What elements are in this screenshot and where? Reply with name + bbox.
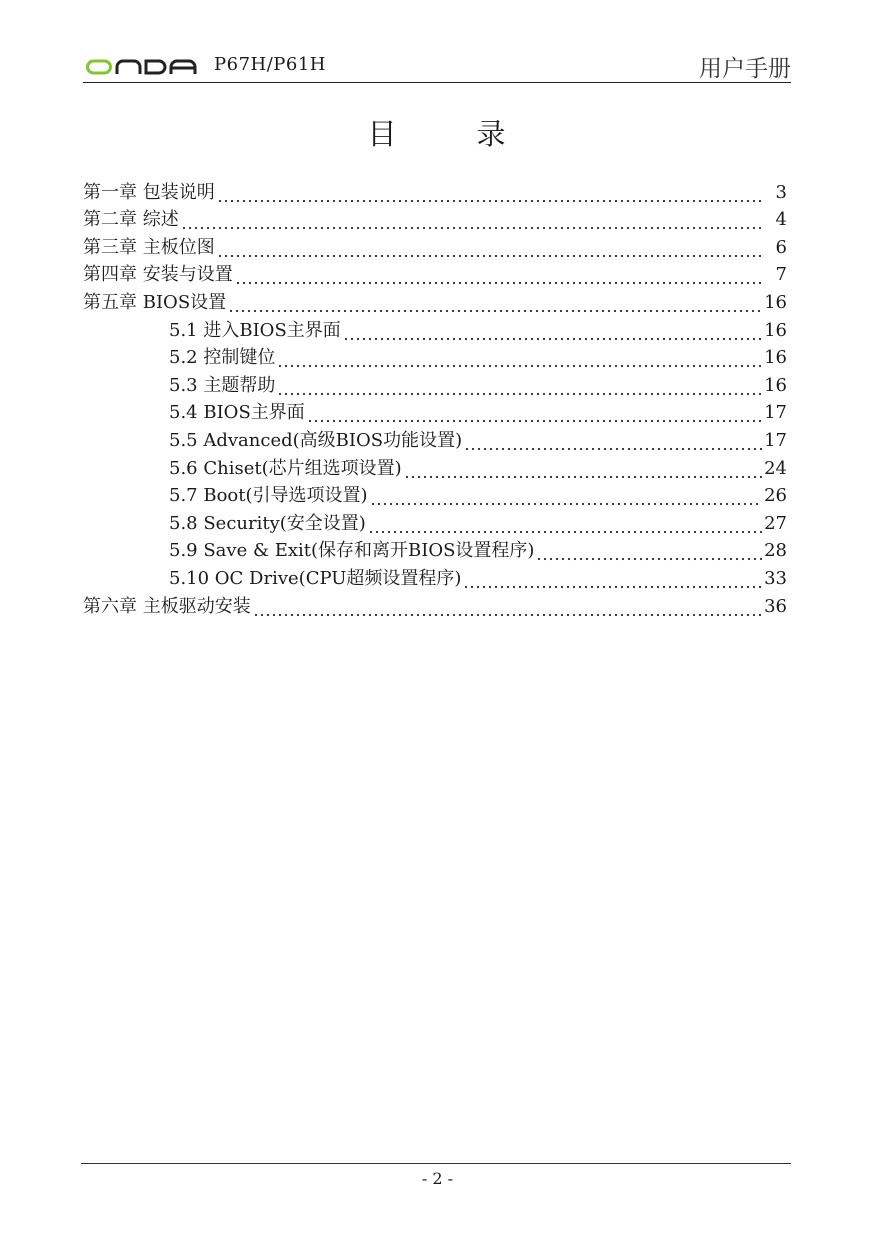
toc-entry-page: 26	[764, 485, 787, 507]
toc-entry-label: 第三章 主板位图	[83, 236, 215, 258]
toc-entry[interactable]	[83, 315, 787, 343]
toc-leader-dots	[536, 539, 762, 563]
toc-leader-dots	[217, 181, 765, 205]
toc-entry-label: 5.8 Security(安全设置)	[169, 512, 366, 534]
toc-entry-page: 6	[775, 236, 787, 258]
model-name: P67H/P61H	[214, 54, 326, 75]
page-header	[83, 50, 791, 83]
toc-entry[interactable]	[83, 177, 787, 205]
toc-entry-page: 36	[764, 595, 787, 617]
toc-entry[interactable]	[83, 205, 787, 233]
toc-entry-label: 第五章 BIOS设置	[83, 291, 227, 313]
toc-entry[interactable]	[83, 232, 787, 260]
toc-leader-dots	[307, 401, 762, 425]
toc-entry-page: 16	[764, 347, 787, 369]
toc-entry[interactable]	[83, 536, 787, 564]
toc-leader-dots	[228, 291, 762, 315]
toc-entry-label: 5.10 OC Drive(CPU超频设置程序)	[169, 567, 462, 589]
toc-entry-label: 第二章 综述	[83, 209, 179, 231]
toc-leader-dots	[463, 567, 762, 591]
toc-leader-dots	[404, 457, 762, 481]
toc-entry-page: 17	[764, 402, 787, 424]
toc-entry[interactable]	[83, 425, 787, 453]
toc-leader-dots	[181, 208, 765, 232]
toc-entry[interactable]	[83, 591, 787, 619]
toc-entry-label: 5.3 主题帮助	[169, 374, 276, 396]
toc-entry[interactable]	[83, 260, 787, 288]
toc-leader-dots	[464, 429, 762, 453]
toc-leader-dots	[235, 263, 765, 287]
toc-entry-page: 4	[775, 209, 787, 231]
toc-entry-page: 33	[764, 567, 787, 589]
toc-entry-label: 第四章 安装与设置	[83, 264, 233, 286]
toc-entry[interactable]	[83, 398, 787, 426]
page-title	[0, 112, 875, 153]
toc-entry[interactable]	[83, 343, 787, 371]
manual-label: 用户手册	[699, 56, 791, 82]
toc-leader-dots	[277, 346, 762, 370]
toc-entry-label: 5.4 BIOS主界面	[169, 402, 305, 424]
toc-entry-page: 16	[764, 319, 787, 341]
page-number: - 2 -	[421, 1169, 454, 1188]
toc-entry[interactable]	[83, 481, 787, 509]
toc-entry[interactable]	[83, 287, 787, 315]
toc-leader-dots	[368, 512, 762, 536]
toc-entry-label: 5.1 进入BIOS主界面	[169, 319, 341, 341]
toc-leader-dots	[370, 484, 763, 508]
toc-entry-label: 5.2 控制键位	[169, 347, 276, 369]
title-char-1: 目	[367, 117, 399, 151]
toc-entry[interactable]	[83, 370, 787, 398]
toc-entry-page: 7	[775, 264, 787, 286]
toc-entry-page: 28	[764, 540, 787, 562]
toc-leader-dots	[217, 236, 765, 260]
footer-divider	[81, 1163, 791, 1164]
toc-entry-page: 24	[764, 457, 787, 479]
toc-entry-page: 27	[764, 512, 787, 534]
toc-entry[interactable]	[83, 508, 787, 536]
toc-entry-page: 16	[764, 374, 787, 396]
table-of-contents	[83, 177, 787, 619]
toc-entry-label: 5.6 Chiset(芯片组选项设置)	[169, 457, 402, 479]
toc-leader-dots	[343, 319, 762, 343]
toc-entry[interactable]	[83, 563, 787, 591]
toc-entry-label: 5.9 Save & Exit(保存和离开BIOS设置程序)	[169, 540, 535, 562]
toc-entry-page: 17	[764, 429, 787, 451]
onda-logo	[86, 58, 200, 76]
toc-leader-dots	[277, 374, 762, 398]
toc-entry-label: 5.5 Advanced(高级BIOS功能设置)	[169, 429, 463, 451]
toc-entry-page: 16	[764, 291, 787, 313]
toc-entry-page: 3	[775, 181, 787, 203]
toc-entry-label: 第一章 包装说明	[83, 181, 215, 203]
toc-leader-dots	[253, 595, 762, 619]
title-char-2: 录	[476, 117, 508, 151]
toc-entry-label: 5.7 Boot(引导选项设置)	[169, 485, 368, 507]
toc-entry-label: 第六章 主板驱动安装	[83, 595, 251, 617]
toc-entry[interactable]	[83, 453, 787, 481]
